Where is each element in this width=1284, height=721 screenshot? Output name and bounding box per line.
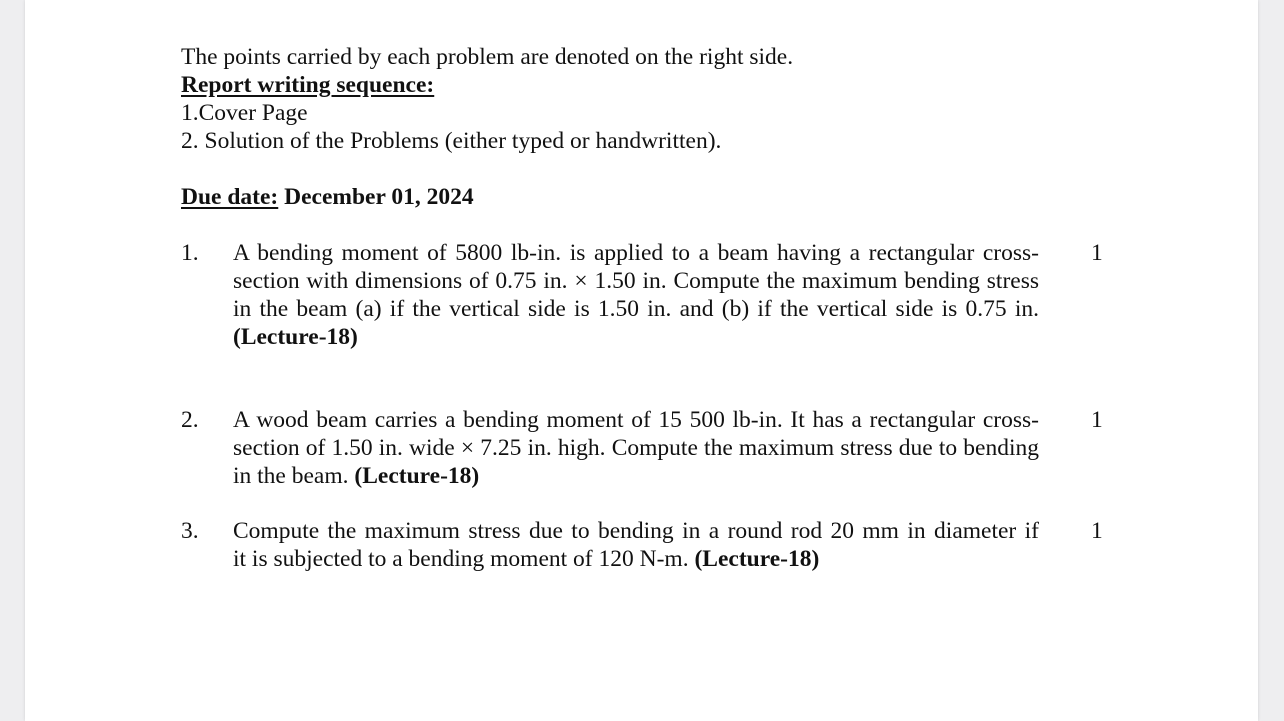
problem-3-line: it is subjected to a bending moment of 120 N-m. bbox=[233, 546, 689, 572]
problem-2-line: in the beam. bbox=[233, 463, 349, 489]
problem-2-line: section of 1.50 in. wide × 7.25 in. high. Compute the maximum stress due to bending bbox=[233, 435, 1039, 461]
problem-text-3 bbox=[233, 517, 1039, 573]
problem-1-line: section with dimensions of 0.75 in. × 1.50 in. Compute the maximum bending stress bbox=[233, 268, 1039, 294]
due-date-value: December 01, 2024 bbox=[284, 184, 474, 210]
problem-number-3: 3. bbox=[181, 518, 199, 544]
problem-number-1: 1. bbox=[181, 240, 199, 266]
problem-1-line: in the beam (a) if the vertical side is 1.50 in. and (b) if the vertical side is 0.75 in. bbox=[233, 296, 1039, 322]
problem-3-reference: (Lecture-18) bbox=[694, 546, 820, 572]
sequence-item-cover: 1.Cover Page bbox=[181, 100, 308, 126]
problem-number-2: 2. bbox=[181, 407, 199, 433]
due-date-label: Due date: bbox=[181, 184, 279, 210]
sequence-item-solution: 2. Solution of the Problems (either typed or handwritten). bbox=[181, 128, 722, 154]
problem-points-3: 1 bbox=[1091, 518, 1103, 544]
problem-text-1 bbox=[233, 239, 1039, 351]
problem-3-line: Compute the maximum stress due to bending in a round rod 20 mm in diameter if bbox=[233, 518, 1039, 544]
problem-2-last-line bbox=[233, 462, 1039, 490]
problem-1-line: A bending moment of 5800 lb-in. is applied to a beam having a rectangular cross- bbox=[233, 240, 1039, 266]
report-heading: Report writing sequence: bbox=[181, 72, 435, 98]
due-date bbox=[181, 183, 474, 211]
problem-text-2 bbox=[233, 406, 1039, 490]
problem-2-line: A wood beam carries a bending moment of 15 500 lb-in. It has a rectangular cross- bbox=[233, 407, 1039, 433]
problem-3-last-line bbox=[233, 545, 1039, 573]
problem-2-reference: (Lecture-18) bbox=[354, 463, 480, 489]
problem-points-1: 1 bbox=[1091, 240, 1103, 266]
problem-points-2: 1 bbox=[1091, 407, 1103, 433]
problem-1-reference: (Lecture-18) bbox=[233, 324, 358, 350]
points-note: The points carried by each problem are denoted on the right side. bbox=[181, 44, 794, 70]
